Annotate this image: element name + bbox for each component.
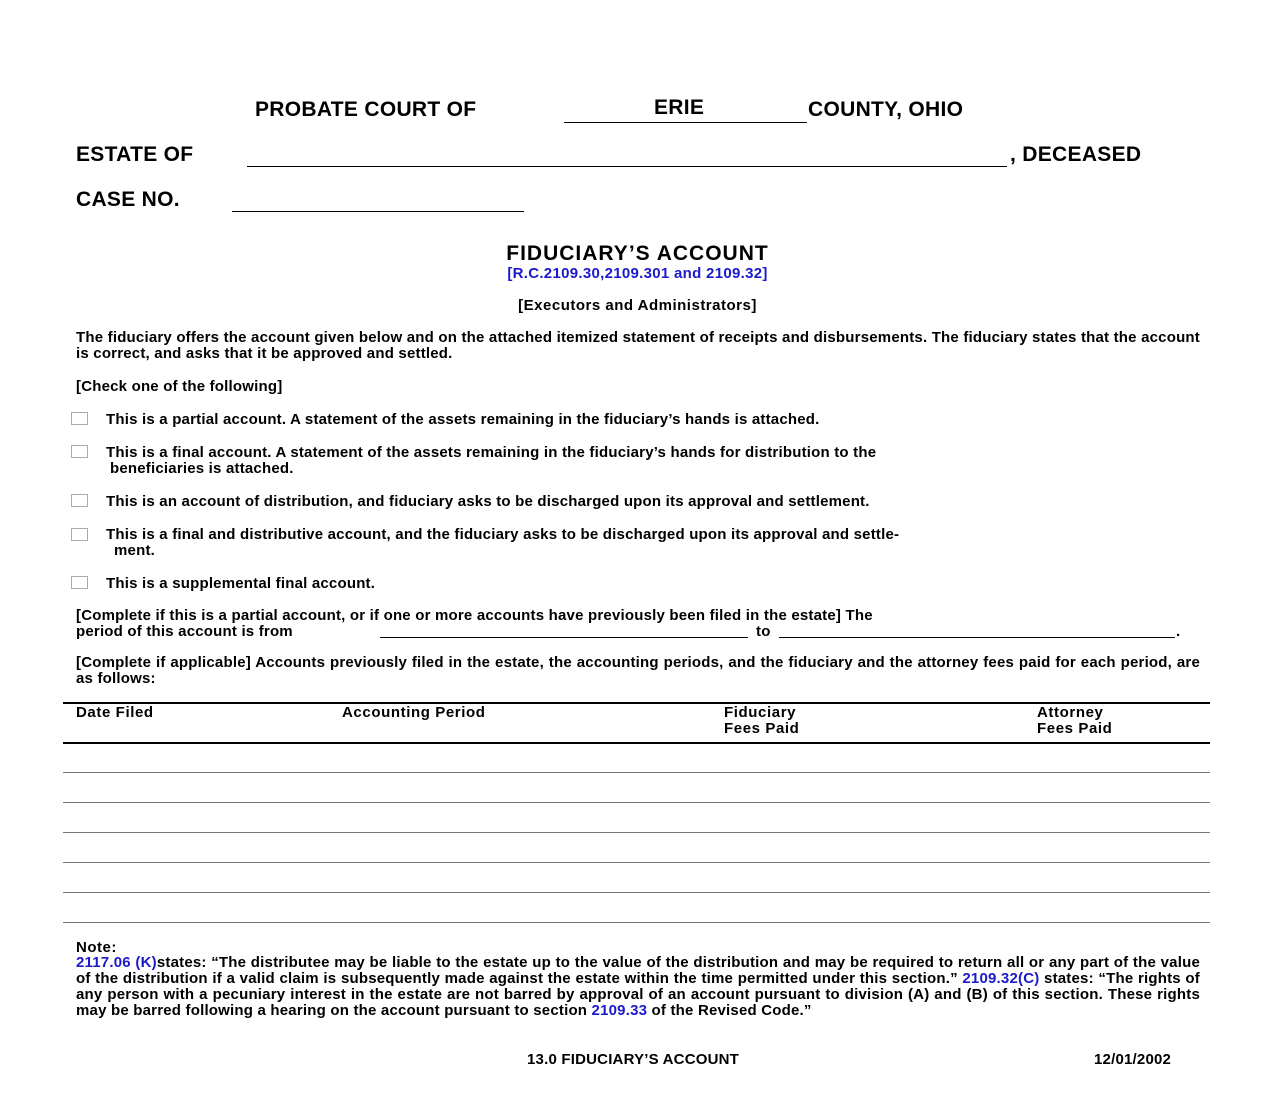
note-label: Note:	[76, 939, 117, 956]
table-row[interactable]	[63, 772, 1210, 773]
note-text-3: of the Revised Code.”	[651, 1002, 812, 1019]
county-field[interactable]	[564, 98, 807, 123]
col-fiduciary-fees-line2: Fees Paid	[724, 720, 800, 737]
case-label: CASE NO.	[76, 188, 180, 211]
col-fiduciary-fees-line1: Fiduciary	[724, 704, 797, 721]
option-final-distributive-text-cont: ment.	[114, 542, 156, 559]
supplemental-final-checkbox[interactable]	[71, 576, 88, 589]
intro-paragraph: The fiduciary offers the account given below and on the attached itemized statement of receipts and disbursements. The fiduciary states that the account is correct, and asks that it be approved and settled.	[76, 329, 1200, 362]
deceased-label: , DECEASED	[1010, 143, 1142, 166]
footer-date: 12/01/2002	[1094, 1051, 1172, 1068]
col-fiduciary-fees	[724, 705, 799, 737]
statute-link-2109-32c[interactable]: 2109.32(C)	[962, 970, 1040, 987]
court-suffix: COUNTY, OHIO	[808, 98, 964, 121]
estate-label: ESTATE OF	[76, 143, 194, 166]
option-supplemental-text: This is a supplemental final account.	[106, 575, 376, 592]
period-to-label: to	[756, 623, 771, 640]
statute-link-2117-06[interactable]: 2117.06 (K)	[76, 954, 157, 971]
period-instruction: [Complete if this is a partial account, or if one or more accounts have previously been filed in the estate] The	[76, 607, 873, 624]
option-final-text: This is a final account. A statement of the assets remaining in the fiduciary’s hands for distribution to the	[106, 444, 877, 461]
note-text-2: states: “The rights of any person with a pecuniary interest in the estate are not barred by approval of an account pursuant to division (A) and (B) of this section. These rights may be barred following a hearing on the account pursuant to section	[76, 970, 1200, 1019]
court-prefix: PROBATE COURT OF	[255, 98, 477, 121]
period-to-field[interactable]	[779, 623, 1175, 638]
table-row[interactable]	[63, 832, 1210, 833]
note-paragraph	[76, 955, 1200, 1019]
table-row[interactable]	[63, 892, 1210, 893]
table-header-rule	[63, 742, 1210, 744]
form-title: FIDUCIARY’S ACCOUNT	[506, 242, 769, 265]
period-end-dot: .	[1176, 623, 1181, 640]
option-distribution-text: This is an account of distribution, and fiduciary asks to be discharged upon its approval and settlement.	[106, 493, 870, 510]
estate-field[interactable]	[247, 143, 1007, 167]
note-text-1: states: “The distributee may be liable to the estate up to the value of the distribution and may be required to return all or any part of the value of the distribution if a valid claim is subsequently made against the estate within the time permitted under this section.”	[76, 954, 1200, 987]
col-attorney-fees-line2: Fees Paid	[1037, 720, 1113, 737]
option-partial-text: This is a partial account. A statement of the assets remaining in the fiduciary’s hands is attached.	[106, 411, 820, 428]
col-attorney-fees	[1037, 705, 1112, 737]
col-attorney-fees-line1: Attorney	[1037, 704, 1104, 721]
period-from-field[interactable]	[380, 623, 748, 638]
table-row[interactable]	[63, 802, 1210, 803]
distribution-account-checkbox[interactable]	[71, 494, 88, 507]
table-row[interactable]	[63, 862, 1210, 863]
statute-reference[interactable]: [R.C.2109.30,2109.301 and 2109.32]	[507, 265, 768, 282]
partial-account-checkbox[interactable]	[71, 412, 88, 425]
check-instruction: [Check one of the following]	[76, 378, 283, 395]
option-final-text-cont: beneficiaries is attached.	[110, 460, 294, 477]
previous-accounts-paragraph: [Complete if applicable] Accounts previously filed in the estate, the accounting periods, and the fiduciary and the attorney fees paid for each period, are as follows:	[76, 654, 1200, 687]
final-distributive-checkbox[interactable]	[71, 528, 88, 541]
form-subtitle: [Executors and Administrators]	[518, 297, 757, 314]
statute-link-2109-33[interactable]: 2109.33	[591, 1002, 648, 1019]
col-date-filed: Date Filed	[76, 704, 154, 721]
period-from-label: period of this account is from	[76, 623, 293, 640]
county-value: ERIE	[654, 96, 705, 119]
col-accounting-period: Accounting Period	[342, 704, 486, 721]
option-final-distributive-text: This is a final and distributive account, and the fiduciary asks to be discharged upon its approval and settle-	[106, 526, 900, 543]
final-account-checkbox[interactable]	[71, 445, 88, 458]
case-number-field[interactable]	[232, 188, 524, 212]
footer-form-name: 13.0 FIDUCIARY’S ACCOUNT	[527, 1051, 740, 1068]
table-row[interactable]	[63, 922, 1210, 923]
